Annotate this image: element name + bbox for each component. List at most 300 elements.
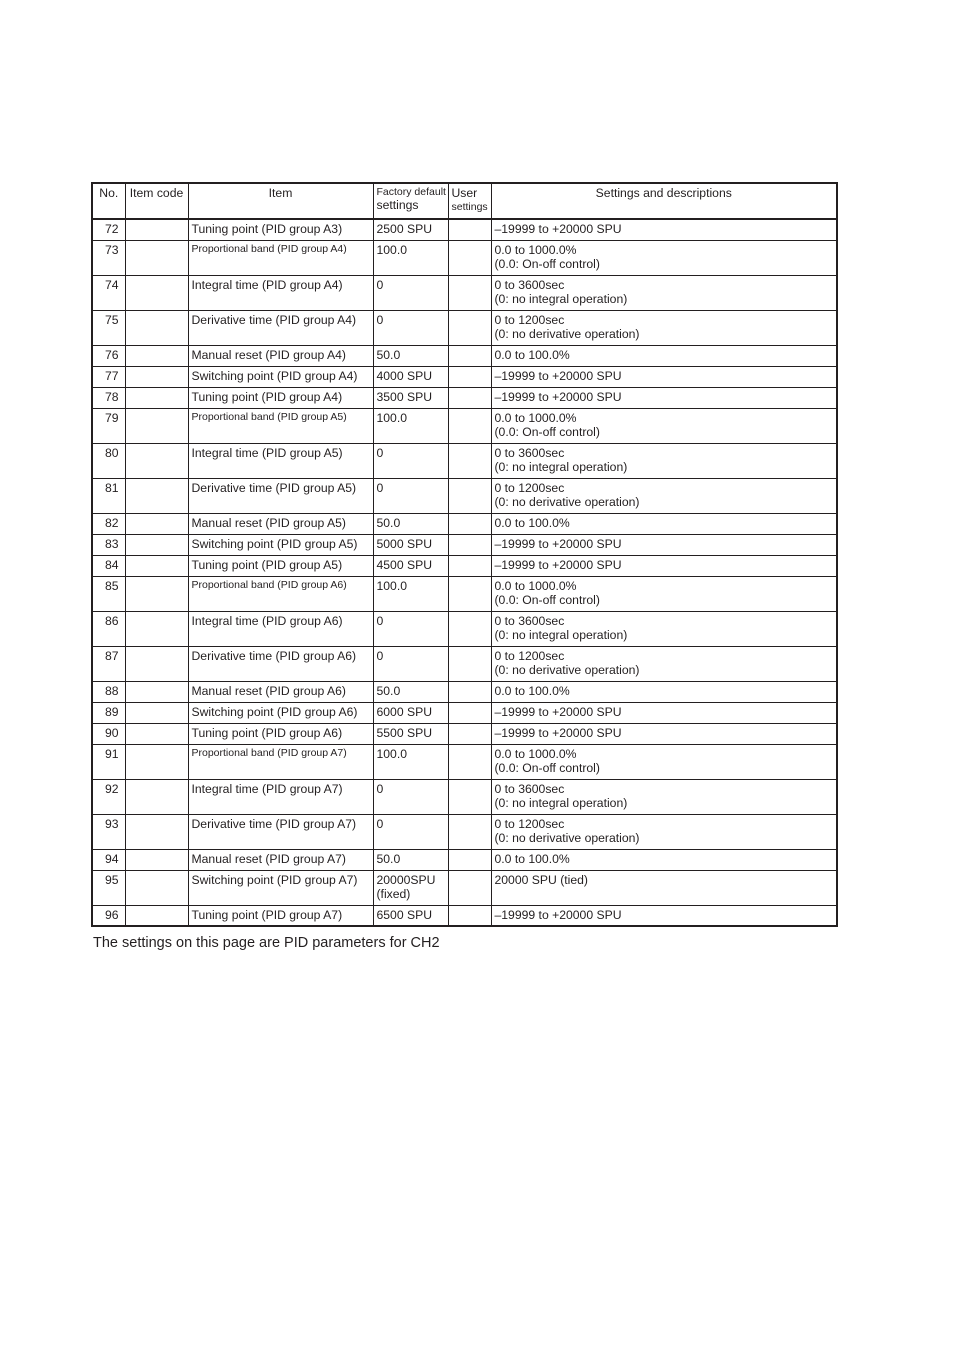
cell-settings-text: 0.0 to 1000.0% [494, 578, 577, 593]
cell-no-text: 89 [104, 704, 119, 719]
cell-no [92, 723, 125, 744]
cell-item-text: Proportional band (PID group A5) [191, 410, 347, 423]
cell-settings [491, 646, 837, 681]
cell-settings-text: –19999 to +20000 SPU [494, 704, 622, 719]
cell-user-settings[interactable] [448, 555, 491, 576]
cell-no [92, 744, 125, 779]
footnote: The settings on this page are PID parameters for CH2 [93, 935, 440, 951]
cell-no [92, 702, 125, 723]
cell-factory-default [373, 723, 448, 744]
cell-settings-text: –19999 to +20000 SPU [494, 389, 622, 404]
cell-item-code [125, 555, 188, 576]
table-row [92, 219, 837, 240]
cell-no [92, 408, 125, 443]
cell-no [92, 849, 125, 870]
cell-user-settings[interactable] [448, 744, 491, 779]
table-row [92, 366, 837, 387]
cell-factory-default [373, 870, 448, 905]
cell-item-code [125, 870, 188, 905]
cell-item-code [125, 366, 188, 387]
cell-item [188, 443, 373, 478]
cell-settings-text: 0 to 3600sec [494, 277, 565, 292]
cell-item-code [125, 513, 188, 534]
cell-factory-default-text: 4500 SPU [376, 557, 433, 572]
cell-item-code [125, 443, 188, 478]
header-factory-default-line2: settings [376, 198, 419, 212]
cell-factory-default-text: 50.0 [376, 851, 401, 866]
table-body [92, 219, 837, 926]
cell-item [188, 779, 373, 814]
table-row [92, 345, 837, 366]
table-row [92, 555, 837, 576]
cell-item-text: Integral time (PID group A7) [191, 781, 343, 796]
table-row [92, 534, 837, 555]
cell-item-text: Tuning point (PID group A3) [191, 222, 343, 236]
cell-user-settings[interactable] [448, 534, 491, 555]
cell-factory-default [373, 702, 448, 723]
table-row [92, 905, 837, 926]
cell-factory-default [373, 681, 448, 702]
cell-item-code [125, 310, 188, 345]
table-row [92, 849, 837, 870]
cell-factory-default-text: 4000 SPU [376, 368, 433, 383]
cell-settings [491, 702, 837, 723]
cell-user-settings[interactable] [448, 408, 491, 443]
cell-factory-default [373, 849, 448, 870]
cell-settings [491, 345, 837, 366]
cell-settings-note: (0.0: On-off control) [494, 593, 600, 607]
cell-item [188, 387, 373, 408]
cell-settings-text: 0.0 to 100.0% [494, 683, 570, 698]
table-row [92, 576, 837, 611]
header-user-settings [448, 183, 491, 219]
cell-factory-default [373, 408, 448, 443]
cell-item [188, 513, 373, 534]
cell-user-settings[interactable] [448, 723, 491, 744]
cell-item [188, 534, 373, 555]
cell-user-settings[interactable] [448, 702, 491, 723]
cell-item-code [125, 345, 188, 366]
cell-item [188, 744, 373, 779]
cell-no [92, 814, 125, 849]
cell-settings [491, 534, 837, 555]
cell-no [92, 387, 125, 408]
cell-factory-default [373, 646, 448, 681]
cell-item-text: Tuning point (PID group A5) [191, 557, 343, 572]
cell-factory-default-text: 3500 SPU [376, 389, 433, 404]
cell-user-settings[interactable] [448, 443, 491, 478]
table-row [92, 702, 837, 723]
cell-settings [491, 814, 837, 849]
cell-factory-default-text: 5000 SPU [376, 536, 433, 551]
cell-user-settings[interactable] [448, 240, 491, 275]
cell-no-text: 78 [104, 389, 119, 404]
cell-factory-default [373, 478, 448, 513]
table-row [92, 814, 837, 849]
cell-no [92, 576, 125, 611]
cell-settings-note: (0.0: On-off control) [494, 257, 600, 271]
cell-no [92, 240, 125, 275]
table-header [92, 183, 837, 219]
cell-item-text: Tuning point (PID group A4) [191, 389, 343, 404]
table-row [92, 779, 837, 814]
header-item-code: Item code [125, 183, 188, 219]
cell-no-text: 80 [104, 445, 119, 460]
cell-item-code [125, 779, 188, 814]
cell-user-settings[interactable] [448, 870, 491, 905]
cell-no [92, 646, 125, 681]
cell-settings-note: (0: no integral operation) [494, 460, 628, 474]
cell-factory-default-text: 0 [376, 277, 384, 292]
cell-settings-text: 0.0 to 100.0% [494, 851, 570, 866]
cell-factory-default-text: 50.0 [376, 515, 401, 530]
cell-item-text: Proportional band (PID group A6) [191, 578, 347, 591]
cell-settings [491, 310, 837, 345]
cell-user-settings[interactable] [448, 576, 491, 611]
cell-item-text: Manual reset (PID group A4) [191, 347, 346, 362]
cell-user-settings[interactable] [448, 478, 491, 513]
cell-no-text: 96 [104, 907, 119, 922]
cell-no [92, 275, 125, 310]
cell-no-text: 82 [104, 515, 119, 530]
cell-item-text: Integral time (PID group A4) [191, 277, 343, 292]
cell-factory-default [373, 513, 448, 534]
cell-settings [491, 219, 837, 240]
header-factory-default-line1: Factory default [376, 186, 446, 198]
cell-settings-text: 0.0 to 1000.0% [494, 410, 577, 425]
cell-item-text: Integral time (PID group A5) [191, 445, 343, 460]
cell-factory-default-note: (fixed) [376, 887, 411, 901]
cell-settings [491, 443, 837, 478]
cell-factory-default [373, 534, 448, 555]
cell-factory-default-text: 0 [376, 648, 384, 663]
cell-settings [491, 744, 837, 779]
cell-item-text: Tuning point (PID group A7) [191, 907, 343, 922]
cell-item-text: Derivative time (PID group A5) [191, 480, 357, 495]
cell-item [188, 611, 373, 646]
cell-item-text: Manual reset (PID group A5) [191, 515, 346, 530]
cell-settings-text: –19999 to +20000 SPU [494, 725, 622, 740]
cell-no-text: 79 [104, 410, 119, 425]
cell-factory-default-text: 0 [376, 613, 384, 628]
cell-item-code [125, 219, 188, 240]
cell-no [92, 905, 125, 926]
cell-item-code [125, 408, 188, 443]
cell-factory-default [373, 611, 448, 646]
cell-item-text: Derivative time (PID group A6) [191, 648, 357, 663]
cell-factory-default-text: 50.0 [376, 347, 401, 362]
cell-factory-default-text: 0 [376, 312, 384, 327]
cell-no-text: 85 [104, 578, 119, 593]
cell-user-settings[interactable] [448, 849, 491, 870]
cell-settings [491, 905, 837, 926]
cell-item-text: Tuning point (PID group A6) [191, 725, 343, 740]
cell-no-text: 94 [104, 851, 119, 866]
cell-factory-default-text: 100.0 [376, 242, 407, 257]
cell-user-settings[interactable] [448, 905, 491, 926]
table-row [92, 387, 837, 408]
cell-settings [491, 681, 837, 702]
cell-no-text: 77 [104, 368, 119, 383]
cell-item [188, 366, 373, 387]
table-row [92, 310, 837, 345]
cell-item-code [125, 849, 188, 870]
cell-user-settings[interactable] [448, 387, 491, 408]
table-row [92, 408, 837, 443]
cell-item-code [125, 576, 188, 611]
cell-factory-default [373, 275, 448, 310]
cell-item-text: Switching point (PID group A4) [191, 368, 358, 383]
cell-item [188, 555, 373, 576]
cell-item [188, 723, 373, 744]
cell-item-code [125, 905, 188, 926]
cell-settings [491, 576, 837, 611]
cell-settings [491, 611, 837, 646]
header-user-line1: User [451, 186, 478, 200]
cell-item-code [125, 702, 188, 723]
cell-settings-text: 0 to 1200sec [494, 816, 565, 831]
cell-settings-note: (0: no derivative operation) [494, 663, 640, 677]
cell-factory-default-text: 2500 SPU [376, 222, 433, 236]
cell-item-text: Proportional band (PID group A7) [191, 746, 347, 759]
cell-no [92, 681, 125, 702]
cell-settings-text: 0 to 3600sec [494, 613, 565, 628]
cell-factory-default-text: 0 [376, 781, 384, 796]
cell-item-text: Manual reset (PID group A7) [191, 851, 346, 866]
cell-no [92, 779, 125, 814]
cell-factory-default [373, 366, 448, 387]
cell-factory-default-text: 0 [376, 445, 384, 460]
cell-factory-default [373, 240, 448, 275]
cell-factory-default-text: 5500 SPU [376, 725, 433, 740]
cell-factory-default [373, 219, 448, 240]
cell-settings-note: (0: no derivative operation) [494, 495, 640, 509]
table-row [92, 611, 837, 646]
cell-settings [491, 555, 837, 576]
cell-item [188, 310, 373, 345]
cell-no-text: 72 [104, 222, 119, 236]
cell-item-text: Switching point (PID group A5) [191, 536, 358, 551]
table-row [92, 240, 837, 275]
parameter-table [91, 182, 838, 927]
cell-no-text: 83 [104, 536, 119, 551]
cell-settings [491, 387, 837, 408]
header-no: No. [92, 183, 125, 219]
cell-settings-text: 0 to 3600sec [494, 781, 565, 796]
cell-item-text: Integral time (PID group A6) [191, 613, 343, 628]
cell-item [188, 345, 373, 366]
cell-user-settings[interactable] [448, 310, 491, 345]
cell-factory-default-text: 0 [376, 480, 384, 495]
cell-settings-note: (0: no integral operation) [494, 292, 628, 306]
cell-item-code [125, 534, 188, 555]
cell-item-code [125, 681, 188, 702]
cell-settings-text: –19999 to +20000 SPU [494, 557, 622, 572]
cell-no [92, 555, 125, 576]
cell-no-text: 95 [104, 872, 119, 887]
cell-item-code [125, 744, 188, 779]
cell-user-settings[interactable] [448, 275, 491, 310]
cell-factory-default-text: 20000SPU [376, 872, 436, 887]
header-item: Item [188, 183, 373, 219]
table-row [92, 744, 837, 779]
cell-settings-text: 20000 SPU (tied) [494, 872, 588, 887]
table-row [92, 513, 837, 534]
table-row [92, 275, 837, 310]
cell-settings [491, 478, 837, 513]
cell-factory-default [373, 345, 448, 366]
cell-no-text: 91 [104, 746, 119, 761]
cell-settings [491, 408, 837, 443]
cell-item-code [125, 646, 188, 681]
cell-item [188, 478, 373, 513]
cell-settings-note: (0.0: On-off control) [494, 761, 600, 775]
cell-settings-text: 0.0 to 100.0% [494, 347, 570, 362]
cell-no [92, 345, 125, 366]
cell-no [92, 870, 125, 905]
cell-settings-text: –19999 to +20000 SPU [494, 368, 622, 383]
cell-factory-default-text: 0 [376, 816, 384, 831]
cell-settings-text: 0 to 3600sec [494, 445, 565, 460]
cell-factory-default-text: 100.0 [376, 746, 407, 761]
cell-factory-default-text: 100.0 [376, 578, 407, 593]
cell-user-settings[interactable] [448, 345, 491, 366]
cell-factory-default [373, 387, 448, 408]
cell-settings-text: –19999 to +20000 SPU [494, 222, 622, 236]
cell-settings-text: 0.0 to 1000.0% [494, 746, 577, 761]
cell-factory-default-text: 100.0 [376, 410, 407, 425]
cell-item [188, 240, 373, 275]
cell-no [92, 611, 125, 646]
cell-factory-default [373, 443, 448, 478]
cell-item [188, 814, 373, 849]
cell-user-settings[interactable] [448, 779, 491, 814]
table-row [92, 723, 837, 744]
cell-no-text: 74 [104, 277, 119, 292]
cell-settings [491, 779, 837, 814]
table-row [92, 478, 837, 513]
cell-item-code [125, 723, 188, 744]
table-row [92, 870, 837, 905]
cell-item-text: Switching point (PID group A6) [191, 704, 358, 719]
cell-user-settings[interactable] [448, 646, 491, 681]
cell-factory-default [373, 814, 448, 849]
cell-settings [491, 240, 837, 275]
cell-user-settings[interactable] [448, 219, 491, 240]
cell-settings-text: 0.0 to 1000.0% [494, 242, 577, 257]
cell-settings-text: 0 to 1200sec [494, 312, 565, 327]
cell-item-text: Switching point (PID group A7) [191, 872, 358, 887]
cell-no-text: 81 [104, 480, 119, 495]
cell-item-text: Proportional band (PID group A4) [191, 242, 347, 255]
cell-settings-text: 0 to 1200sec [494, 480, 565, 495]
cell-settings-text: 0.0 to 100.0% [494, 515, 570, 530]
cell-user-settings[interactable] [448, 814, 491, 849]
cell-user-settings[interactable] [448, 611, 491, 646]
cell-no-text: 84 [104, 557, 119, 572]
cell-factory-default-text: 6000 SPU [376, 704, 433, 719]
cell-item-code [125, 478, 188, 513]
cell-no-text: 76 [104, 347, 119, 362]
cell-no-text: 75 [104, 312, 119, 327]
cell-item [188, 408, 373, 443]
cell-settings [491, 870, 837, 905]
cell-item [188, 702, 373, 723]
cell-no [92, 219, 125, 240]
header-settings: Settings and descriptions [491, 183, 837, 219]
cell-settings-text: –19999 to +20000 SPU [494, 907, 622, 922]
cell-factory-default [373, 555, 448, 576]
cell-item [188, 275, 373, 310]
cell-settings [491, 275, 837, 310]
cell-no [92, 310, 125, 345]
cell-no-text: 73 [104, 242, 119, 257]
cell-settings-note: (0: no integral operation) [494, 628, 628, 642]
table-row [92, 681, 837, 702]
cell-no-text: 90 [104, 725, 119, 740]
cell-no-text: 93 [104, 816, 119, 831]
cell-factory-default-text: 6500 SPU [376, 907, 433, 922]
cell-settings [491, 723, 837, 744]
cell-item-text: Manual reset (PID group A6) [191, 683, 346, 698]
table-row [92, 646, 837, 681]
cell-item-code [125, 275, 188, 310]
cell-no [92, 478, 125, 513]
cell-user-settings[interactable] [448, 513, 491, 534]
cell-settings-note: (0.0: On-off control) [494, 425, 600, 439]
cell-settings-note: (0: no derivative operation) [494, 327, 640, 341]
cell-item [188, 905, 373, 926]
header-factory-default [373, 183, 448, 219]
header-user-line2: settings [451, 200, 488, 213]
cell-item [188, 576, 373, 611]
cell-no-text: 88 [104, 683, 119, 698]
cell-factory-default [373, 744, 448, 779]
cell-factory-default [373, 779, 448, 814]
cell-settings-text: –19999 to +20000 SPU [494, 536, 622, 551]
cell-item [188, 681, 373, 702]
cell-item-text: Derivative time (PID group A4) [191, 312, 357, 327]
cell-user-settings[interactable] [448, 366, 491, 387]
cell-item [188, 646, 373, 681]
table-row [92, 443, 837, 478]
cell-item-code [125, 814, 188, 849]
cell-factory-default [373, 905, 448, 926]
cell-no-text: 87 [104, 648, 119, 663]
cell-user-settings[interactable] [448, 681, 491, 702]
cell-no [92, 534, 125, 555]
cell-no-text: 92 [104, 781, 119, 796]
cell-settings [491, 366, 837, 387]
cell-no-text: 86 [104, 613, 119, 628]
cell-item-code [125, 387, 188, 408]
cell-factory-default [373, 576, 448, 611]
cell-factory-default-text: 50.0 [376, 683, 401, 698]
cell-factory-default [373, 310, 448, 345]
cell-settings-note: (0: no derivative operation) [494, 831, 640, 845]
cell-item-code [125, 240, 188, 275]
cell-settings-text: 0 to 1200sec [494, 648, 565, 663]
cell-settings [491, 513, 837, 534]
cell-item [188, 219, 373, 240]
cell-no [92, 513, 125, 534]
cell-item-text: Derivative time (PID group A7) [191, 816, 357, 831]
cell-item [188, 870, 373, 905]
cell-item-code [125, 611, 188, 646]
cell-settings [491, 849, 837, 870]
cell-no [92, 366, 125, 387]
cell-no [92, 443, 125, 478]
